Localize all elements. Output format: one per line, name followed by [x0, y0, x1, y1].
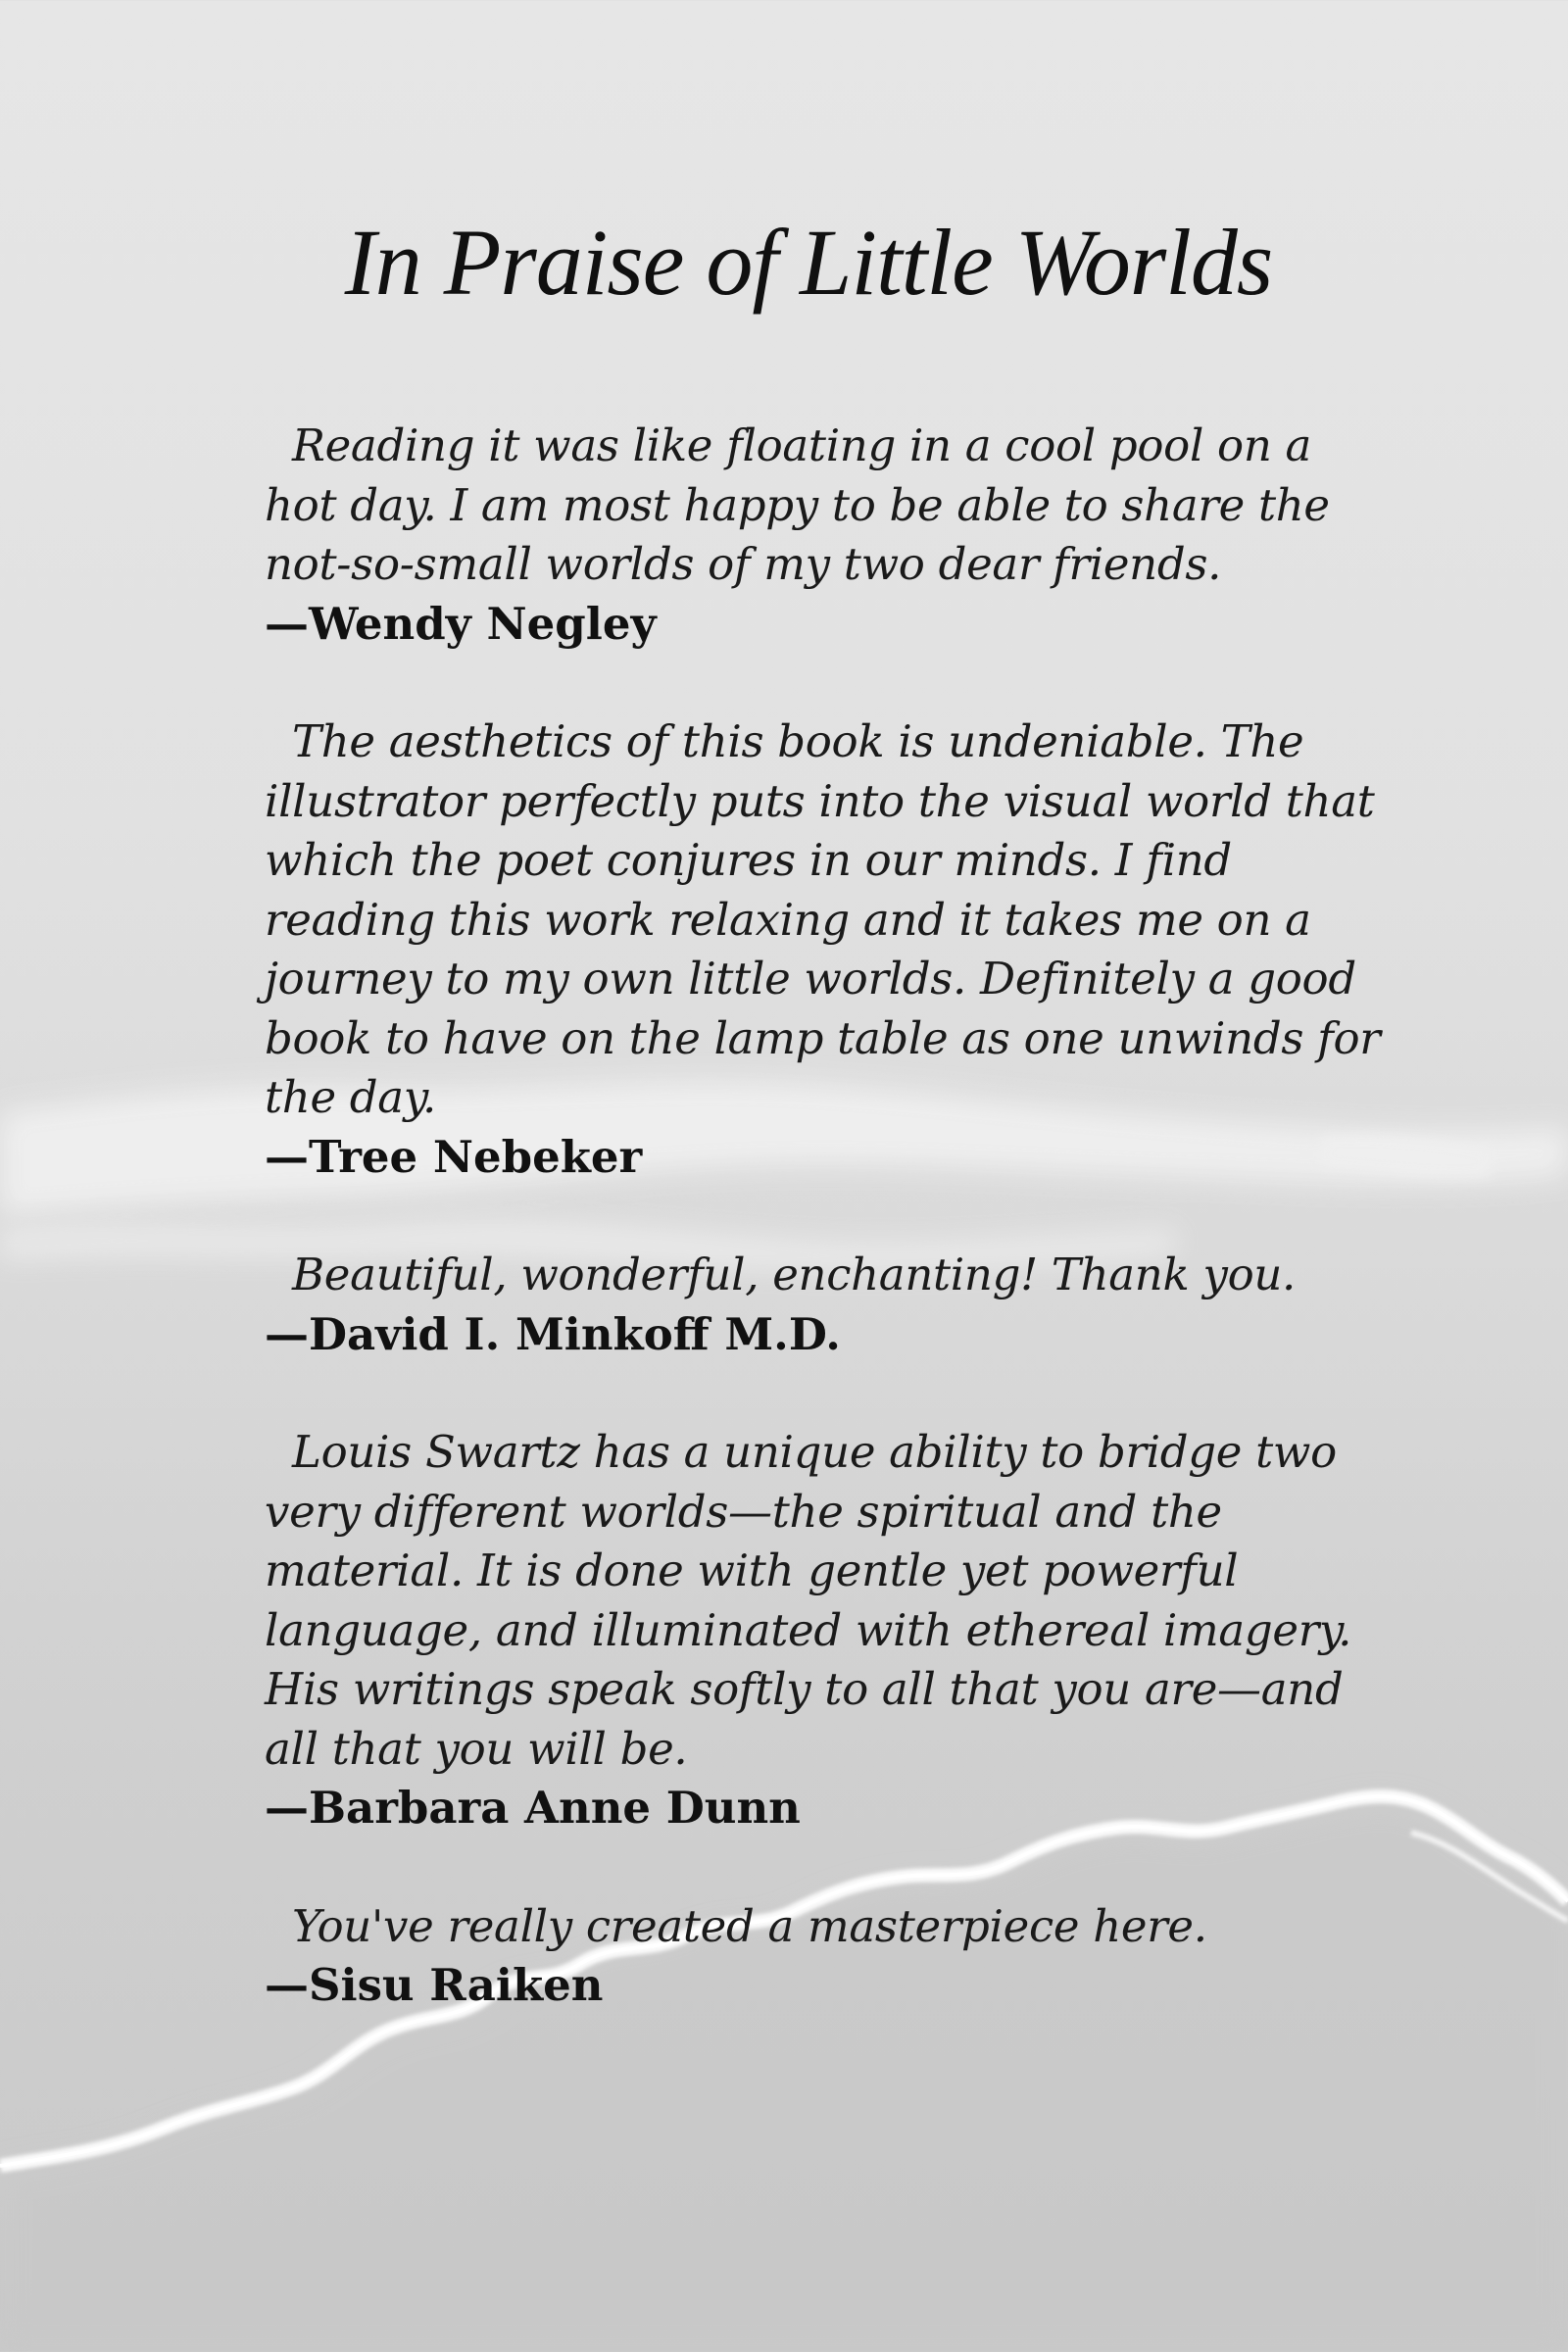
review-author: —Wendy Negley: [265, 597, 657, 650]
review-author: —Tree Nebeker: [265, 1130, 643, 1183]
review-author: —Sisu Raiken: [265, 1959, 604, 2011]
review-author: —Barbara Anne Dunn: [265, 1782, 801, 1834]
review-quote: Beautiful, wonderful, enchanting! Thank you.: [292, 1249, 1297, 1300]
review-list: [265, 416, 1382, 2075]
review-quote: The aesthetics of this book is undeniable. The illustrator perfectly puts into the visual world that which the poet conjures in our minds. I find reading this work relaxing and it takes me on a journey to my own little worlds. Definitely a good book to have on the lamp table as one unwinds for the day.: [265, 715, 1381, 1123]
review-item: [265, 712, 1382, 1187]
review-item: [265, 1897, 1382, 2016]
review-author: —David I. Minkoff M.D.: [265, 1307, 841, 1360]
review-quote: You've really created a masterpiece here.: [292, 1899, 1207, 1952]
review-item: [265, 416, 1382, 654]
review-item: [265, 1423, 1382, 1838]
review-quote: Louis Swartz has a unique ability to bridge two very different worlds—the spiritual and the material. It is done with gentle yet powerful language, and illuminated with ethereal imagery. His writings speak softly to all that you are—and all that you will be.: [265, 1426, 1352, 1775]
review-quote: Reading it was like floating in a cool pool on a hot day. I am most happy to be able to share the not-so-small worlds of my two dear friends.: [265, 419, 1330, 590]
review-item: [265, 1246, 1382, 1364]
page-title: In Praise of Little Worlds: [344, 210, 1273, 315]
